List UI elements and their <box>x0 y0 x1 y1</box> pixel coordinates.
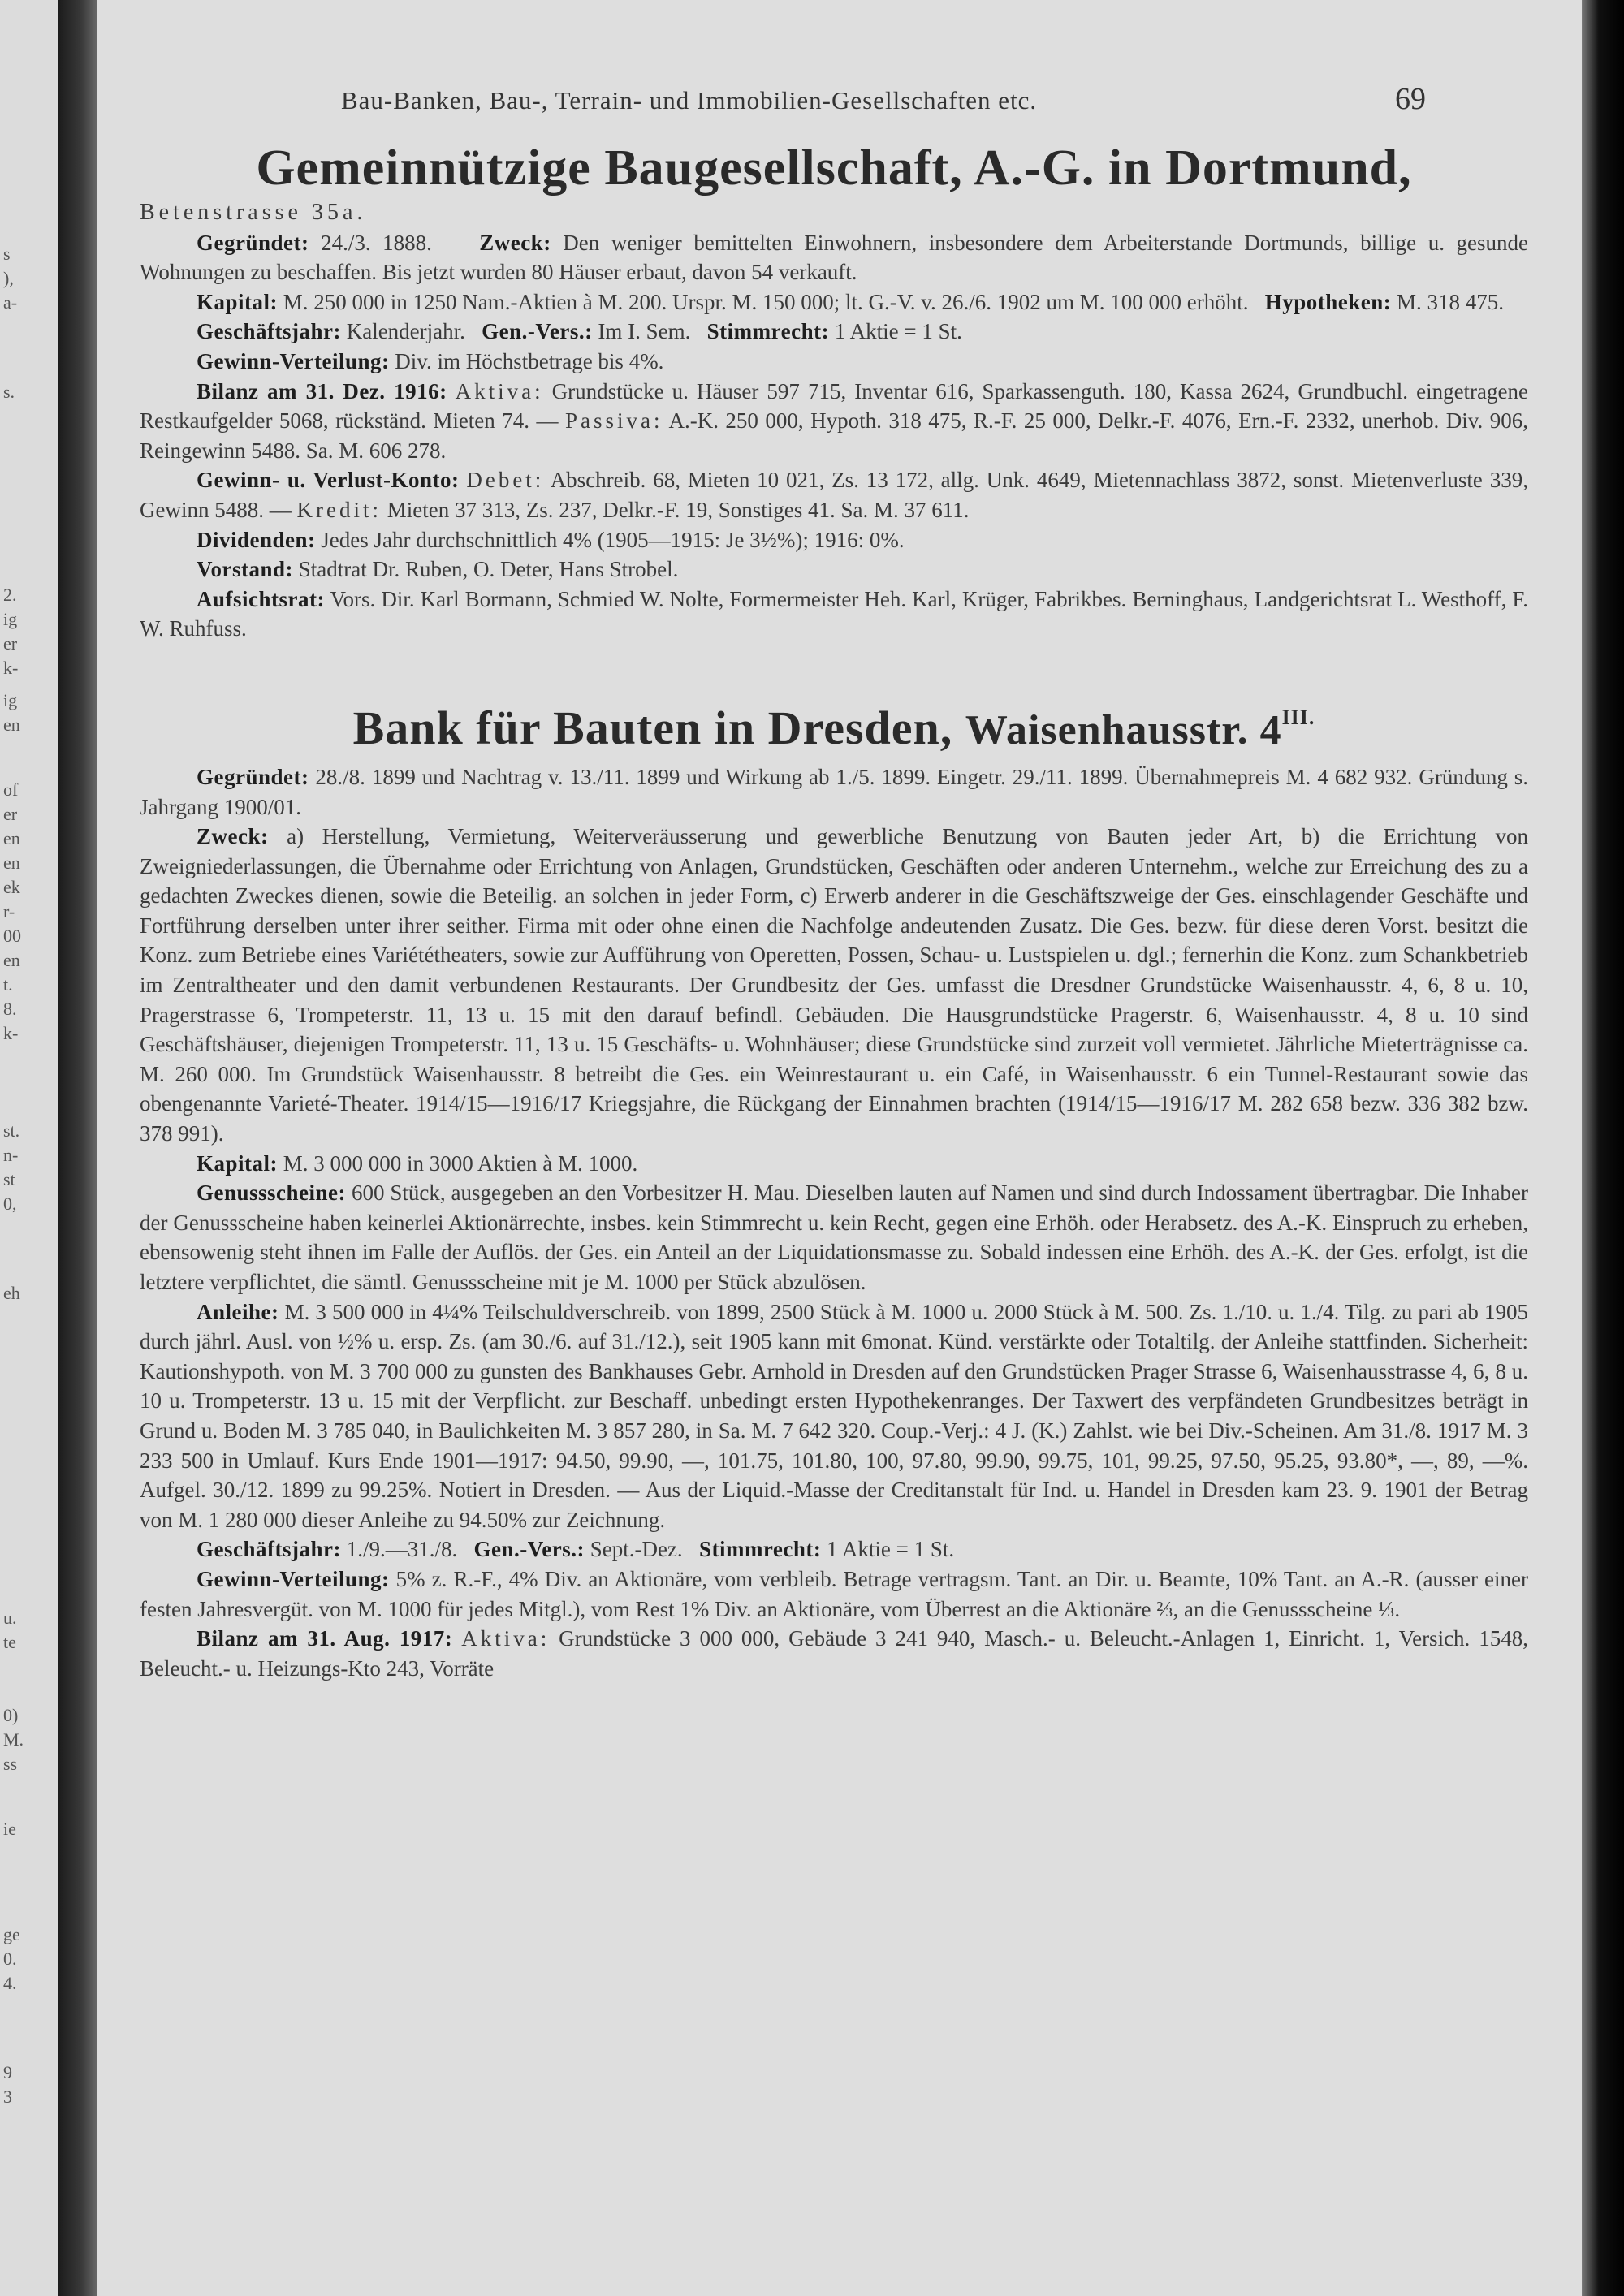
margin-fragment: er <box>3 633 18 654</box>
entry-address: Waisenhausstr. 4 <box>965 706 1282 753</box>
margin-fragment: 3 <box>3 2087 12 2107</box>
label-dividenden: Dividenden: <box>197 527 316 552</box>
text-geschaeftsjahr: Kalenderjahr. <box>346 319 465 344</box>
text-kapital: M. 250 000 in 1250 Nam.-Aktien à M. 200. Urspr. M. 150 000; lt. G.-V. v. 26./6. 1902 um M. 100 000 erhöht. <box>283 289 1249 314</box>
label-gegruendet: Gegründet: <box>197 230 309 255</box>
margin-fragment: ig <box>3 690 18 710</box>
text-gegruendet: 24./3. 1888. <box>321 230 432 255</box>
label-genussscheine: Genussscheine: <box>197 1180 347 1206</box>
section-kapital <box>140 287 1528 317</box>
section-zweck <box>140 822 1528 1149</box>
label-gewinnverteilung: Gewinn-Verteilung: <box>197 348 390 373</box>
label-bilanz: Bilanz am 31. Dez. 1916: <box>197 378 447 404</box>
text-aktiva: Grundstücke u. Häuser 597 715, Inventar 616, Sparkassenguth. 180, Kassa 2624, Grundbuchl. eingetragene Restkaufgelder 5068, rückständ. Mieten 74. — <box>140 378 1528 434</box>
label-kredit: Kredit: <box>296 497 382 522</box>
text-aufsichtsrat: Vors. Dir. Karl Bormann, Schmied W. Nolte, Formermeister Heh. Karl, Krüger, Fabrikbes. Berninghaus, Landgerichtsrat L. Westhoff, F. W. Ruhfuss. <box>140 586 1528 641</box>
section-geschaeftsjahr <box>140 1534 1528 1564</box>
margin-fragment: 0. <box>3 1949 17 1969</box>
text-geschaeftsjahr: 1./9.—31./8. <box>346 1537 458 1562</box>
text-zweck: Den weniger bemittelten Einwohnern, insbesondere dem Arbeiterstande Dortmunds, billige u. gesunde Wohnungen zu beschaffen. Bis jetzt wurden 80 Häuser erbaut, davon 54 verkauft. <box>140 230 1528 285</box>
text-anleihe: M. 3 500 000 in 4¼% Teilschuldverschreib. von 1899, 2500 Stück à M. 1000 u. 2000 Stück à M. 500. Zs. 1./10. u. 1./4. Tilg. zu pari ab 1905 durch jährl. Ausl. von ½% u. ersp. Zs. (am 30./6. auf 31./12.), seit 1905 kann mit 6monat. Künd. verstärkte oder Totaltilg. der Anleihe stattfinden. Sicherheit: Kautionshypoth. von M. 3 700 000 zu gunsten des Bankhauses Gebr. Arnhold in Dresden auf den Grundstücken Prager Strasse 6, Waisenhausstrasse 4, 6, 8 u. 10 u. Trompeterstr. 13 u. 15 mit der Verpflicht. zur Beschaff. unbedingt ersten Hypothekenranges. Der Taxwert des verpfändeten Grundbesitzes beträgt in Grund u. Boden M. 3 785 040, in Baulichkeiten M. 3 857 280, in Sa. M. 7 642 320. Coup.-Verj.: 4 J. (K.) Zahlst. wie bei Div.-Scheinen. Am 31./8. 1917 M. 3 233 500 in Umlauf. Kurs Ende 1901—1917: 94.50, 99.90, —, 101.75, 101.80, 100, 97.80, 99.90, 99.75, 101, 99.25, 97.50, 95.25, 93.80*, —, 89, —%. Aufgel. 30./12. 1899 zu 99.25%. Notiert in Dresden. — Aus der Liquid.-Masse der Creditanstalt für Ind. u. Handel in Dresden kam 23. 9. 1901 der Betrag von M. 1 280 000 dieser Anleihe zu 94.50% zur Zeichnung. <box>140 1299 1528 1532</box>
entry-address: Betenstrasse 35a. <box>140 200 367 225</box>
label-kapital: Kapital: <box>197 289 279 314</box>
entry-title: Gemeinnützige Baugesellschaft, A.-G. in Dortmund, <box>256 140 1412 196</box>
margin-fragment: ek <box>3 877 20 897</box>
margin-fragment: 9 <box>3 2062 12 2082</box>
margin-fragment: a- <box>3 292 18 313</box>
margin-fragment: M. <box>3 1729 24 1750</box>
book-spine-shadow <box>58 0 97 2296</box>
margin-fragment: 4. <box>3 1973 17 1993</box>
label-bilanz: Bilanz am 31. Aug. 1917: <box>197 1626 453 1651</box>
text-genvers: Im I. Sem. <box>598 319 691 344</box>
text-stimmrecht: 1 Aktie = 1 St. <box>827 1537 955 1562</box>
label-zweck: Zweck: <box>197 824 269 849</box>
entry-bank-fuer-bauten <box>140 689 1528 1683</box>
label-debet: Debet: <box>466 468 545 493</box>
margin-fragment: ge <box>3 1924 20 1944</box>
label-genvers: Gen.-Vers.: <box>473 1537 585 1562</box>
label-geschaeftsjahr: Geschäftsjahr: <box>197 319 341 344</box>
text-stimmrecht: 1 Aktie = 1 St. <box>834 319 962 344</box>
section-gewinnverteilung <box>140 347 1528 377</box>
margin-fragment: 0) <box>3 1705 19 1725</box>
entry-address-floor: III. <box>1281 705 1315 729</box>
label-passiva: Passiva: <box>564 408 663 434</box>
label-gewinnverteilung: Gewinn-Verteilung: <box>197 1566 390 1591</box>
label-guv: Gewinn- u. Verlust-Konto: <box>197 468 460 493</box>
margin-fragment: st. <box>3 1120 20 1141</box>
text-kapital: M. 3 000 000 in 3000 Aktien à M. 1000. <box>283 1150 638 1176</box>
section-kapital <box>140 1149 1528 1179</box>
label-kapital: Kapital: <box>197 1150 279 1176</box>
text-vorstand: Stadtrat Dr. Ruben, O. Deter, Hans Strobel. <box>298 557 679 582</box>
label-zweck: Zweck: <box>479 230 551 255</box>
label-aufsichtsrat: Aufsichtsrat: <box>197 586 325 611</box>
margin-fragment: ig <box>3 609 18 629</box>
margin-fragment: 00 <box>3 926 21 946</box>
section-geschaeftsjahr <box>140 317 1528 347</box>
adjacent-page-margin <box>0 0 58 2296</box>
page-edge-shadow <box>1582 0 1624 2296</box>
section-bilanz <box>140 377 1528 466</box>
margin-fragment: s <box>3 244 11 264</box>
text-dividenden: Jedes Jahr durchschnittlich 4% (1905—1915: Je 3½%); 1916: 0%. <box>321 527 905 552</box>
entry-title <box>140 689 1528 759</box>
text-genussscheine: 600 Stück, ausgegeben an den Vorbesitzer H. Mau. Dieselben lauten auf Namen und sind durch Indossament übertragbar. Die Inhaber der Genussscheine haben keinerlei Aktionärrechte, insbes. kein Stimmrecht u. kein Recht, gegen eine Erhöh. oder Herabsetz. des A.-K. Einspruch zu erheben, ebensowenig steht ihnen im Falle der Auflös. der Ges. ein Anteil an der Liquidationsmasse zu. Sobald indessen eine Erhöh. des A.-K. der Ges. erfolgt, ist die letztere verpflichtet, die sämtl. Genussscheine mit je M. 1000 per Stück abzulösen. <box>140 1180 1528 1294</box>
text-genvers: Sept.-Dez. <box>590 1537 683 1562</box>
margin-fragment: k- <box>3 1023 19 1043</box>
section-dividenden <box>140 525 1528 555</box>
entry-title-name: Bank für Bauten in Dresden, <box>352 701 953 754</box>
label-aktiva: Aktiva: <box>461 1626 551 1651</box>
label-aktiva: Aktiva: <box>455 378 544 404</box>
text-kredit: Mieten 37 313, Zs. 237, Delkr.-F. 19, Sonstiges 41. Sa. M. 37 611. <box>387 497 970 522</box>
margin-fragment: er <box>3 804 18 824</box>
margin-fragment: u. <box>3 1608 17 1628</box>
entry-gemeinnuetzige-baugesellschaft <box>140 138 1528 644</box>
margin-fragment: ), <box>3 268 14 288</box>
label-anleihe: Anleihe: <box>197 1299 279 1324</box>
label-stimmrecht: Stimmrecht: <box>706 319 830 344</box>
label-vorstand: Vorstand: <box>197 557 294 582</box>
section-aufsichtsrat <box>140 585 1528 644</box>
label-hypotheken: Hypotheken: <box>1264 289 1392 314</box>
margin-fragment: ss <box>3 1754 18 1774</box>
text-gewinnverteilung: Div. im Höchstbetrage bis 4%. <box>395 348 664 373</box>
margin-fragment: eh <box>3 1283 20 1303</box>
label-gegruendet: Gegründet: <box>197 764 309 789</box>
margin-fragment: en <box>3 714 20 735</box>
margin-fragment: of <box>3 779 19 800</box>
text-debet: Abschreib. 68, Mieten 10 021, Zs. 13 172, allg. Unk. 4649, Mietennachlass 3872, sonst. Mietenverluste 339, Gewinn 5488. — <box>140 468 1528 522</box>
text-aktiva: Grundstücke 3 000 000, Gebäude 3 241 940, Masch.- u. Beleucht.-Anlagen 1, Einricht. 1, Versich. 1548, Beleucht.- u. Heizungs-Kto 243, Vorräte <box>140 1626 1528 1681</box>
text-gewinnverteilung: 5% z. R.-F., 4% Div. an Aktionäre, vom verbleib. Betrage vertragsm. Tant. an Dir. u. Beamte, 10% Tant. an A.-R. (ausser einer festen Jahresvergüt. von M. 1000 für jedes Mitgl.), vom Rest 1% Div. an Aktionäre, vom Überrest an die Aktionäre ⅔, an die Genussscheine ⅓. <box>140 1566 1529 1621</box>
section-genussscheine <box>140 1178 1528 1297</box>
margin-fragment: 8. <box>3 999 17 1019</box>
label-genvers: Gen.-Vers.: <box>482 319 593 344</box>
label-stimmrecht: Stimmrecht: <box>698 1537 822 1562</box>
label-geschaeftsjahr: Geschäftsjahr: <box>197 1537 341 1562</box>
text-hypotheken: M. 318 475. <box>1397 289 1505 314</box>
section-guv <box>140 465 1528 524</box>
running-title: Bau-Banken, Bau-, Terrain- und Immobilien-Gesellschaften etc. <box>341 86 1038 114</box>
margin-fragment: k- <box>3 658 19 678</box>
section-gegruendet <box>140 762 1528 822</box>
margin-fragment: r- <box>3 901 15 921</box>
margin-fragment: n- <box>3 1145 19 1165</box>
margin-fragment: en <box>3 950 20 970</box>
text-zweck: a) Herstellung, Vermietung, Weiterveräusserung und gewerbliche Benutzung von Bauten jeder Art, b) die Errichtung von Zweigniederlassungen, die Übernahme oder Errichtung von Anlagen, Grundstücken, Geschäften oder anderen Unternehm., welche zur Erreichung des zu a gedachten Zweckes dienen, sowie die Beteilig. an solchen in jeder Form, c) Erwerb anderer in die Geschäftszweige der Ges. einschlagender Geschäfte und Fortführung derselben unter ihrer seither. Firma mit oder ohne einen die Nachfolge andeutenden Zusatz. Die Ges. bezw. für diese deren Vorst. besitzt die Konz. zum Betriebe eines Variététheaters, sowie zur Aufführung von Operetten, Possen, Schau- u. Lustspielen u. dgl.; fernerhin die Konz. zum Schankbetrieb im Zentraltheater und den damit verbundenen Restaurants. Der Grundbesitz der Ges. umfasst die Dresdner Grundstücke Waisenhausstr. 4, 6, 8 u. 10, Pragerstrasse 6, Trompeterstr. 11, 13 u. 15 mit den darauf befindl. Gebäuden. Die Hausgrundstücke Pragerstr. 6, Waisenhausstr. 4, 8 u. 10 sind Geschäftshäuser, diejenigen Trompeterstr. 11, 13 u. 15 Geschäfts- u. Wohnhäuser; diese Grundstücke sind zurzeit voll vermietet. Jährliche Mieterträgnisse ca. M. 260 000. Im Grundstück Waisenhausstr. 8 betreibt die Ges. ein Weinrestaurant u. ein Café, in Waisenhausstr. 6 ein Tunnel-Restaurant sowie das obengenannte Varieté-Theater. 1914/15—1916/17 Kriegsjahre, die Rückgang der Einnahmen brachten (1914/15—1916/17 M. 282 658 bezw. 336 382 bzw. 378 991). <box>140 824 1528 1146</box>
book-page <box>97 0 1582 2296</box>
margin-fragment: st <box>3 1169 15 1189</box>
margin-fragment: 2. <box>3 585 17 605</box>
margin-fragment: en <box>3 828 20 848</box>
section-anleihe <box>140 1297 1528 1535</box>
page-number: 69 <box>1395 82 1426 116</box>
margin-fragment: s. <box>3 382 15 402</box>
margin-fragment: te <box>3 1632 16 1652</box>
running-head <box>97 81 1582 122</box>
section-gewinnverteilung <box>140 1564 1528 1624</box>
section-bilanz <box>140 1624 1528 1683</box>
margin-fragment: en <box>3 852 20 873</box>
text-gegruendet: 28./8. 1899 und Nachtrag v. 13./11. 1899 und Wirkung ab 1./5. 1899. Eingetr. 29./11. 1899. Übernahmepreis M. 4 682 932. Gründung s. Jahrgang 1900/01. <box>140 764 1528 819</box>
page-content <box>140 138 1528 1683</box>
margin-fragment: t. <box>3 974 13 995</box>
section-vorstand <box>140 555 1528 585</box>
section-gegruendet <box>140 228 1528 287</box>
margin-fragment: 0, <box>3 1193 17 1214</box>
text-passiva: A.-K. 250 000, Hypoth. 318 475, R.-F. 25 000, Delkr.-F. 4076, Ern.-F. 2332, unerhob. Div. 906, Reingewinn 5488. Sa. M. 606 278. <box>140 408 1528 463</box>
margin-fragment: ie <box>3 1819 16 1839</box>
